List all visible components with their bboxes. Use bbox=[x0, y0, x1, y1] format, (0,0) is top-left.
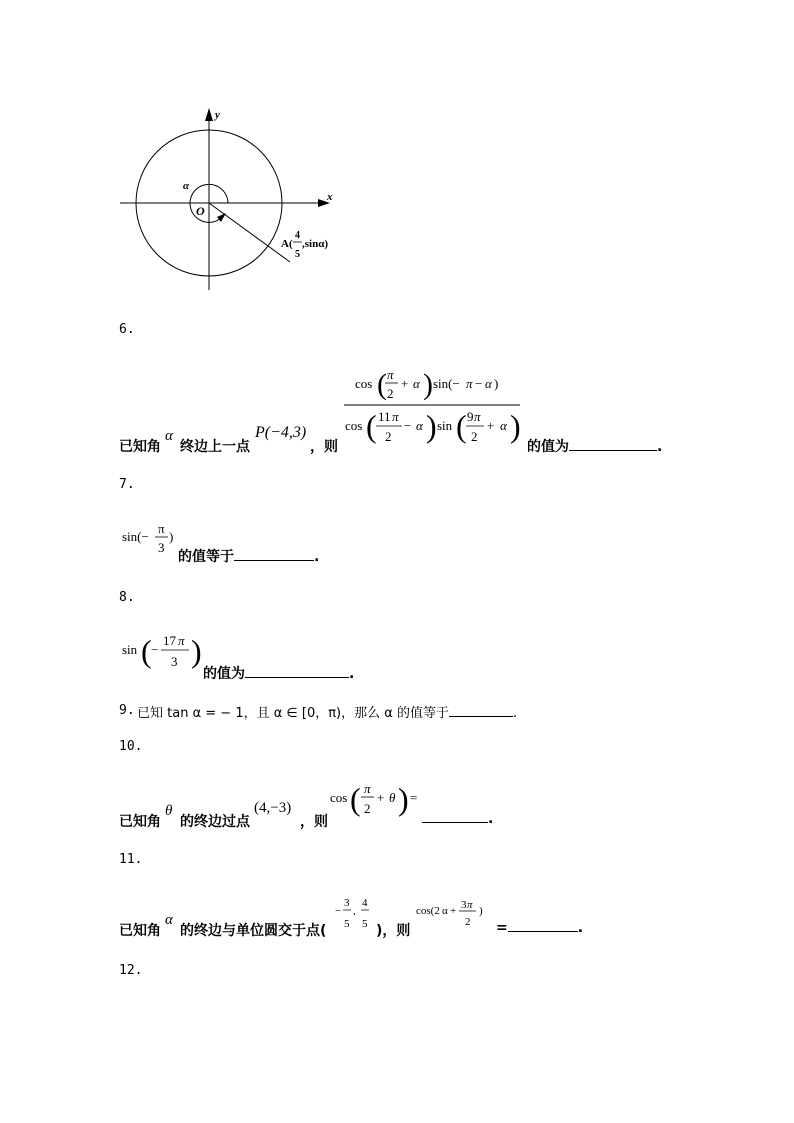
svg-text:cos(2: cos(2 bbox=[416, 905, 440, 917]
q6-mid: 终边上一点 bbox=[180, 439, 250, 455]
svg-text:−: − bbox=[404, 418, 412, 433]
svg-text:α: α bbox=[500, 418, 507, 433]
svg-text:3: 3 bbox=[344, 897, 350, 909]
svg-text:π: π bbox=[466, 376, 473, 391]
svg-text:π: π bbox=[178, 633, 185, 648]
svg-text:sin: sin bbox=[122, 642, 138, 657]
q8-expression bbox=[118, 625, 203, 675]
svg-text:=: = bbox=[410, 790, 418, 805]
q7-tail: 的值等于 . bbox=[178, 549, 320, 565]
svg-text:−: − bbox=[151, 642, 159, 657]
svg-text:−: − bbox=[335, 905, 342, 917]
svg-text:11: 11 bbox=[378, 409, 391, 424]
svg-text:): ) bbox=[169, 529, 174, 544]
svg-text:π: π bbox=[392, 409, 399, 424]
svg-text:sin(−: sin(− bbox=[122, 529, 149, 544]
q11-close: )，则 bbox=[376, 923, 411, 939]
origin-label: O bbox=[196, 204, 205, 218]
svg-text:π: π bbox=[474, 409, 481, 424]
svg-text:π: π bbox=[158, 521, 165, 536]
point-label-den: 5 bbox=[295, 249, 300, 260]
svg-text:2: 2 bbox=[385, 429, 392, 444]
point-label-num: 4 bbox=[295, 230, 300, 241]
unit-circle-figure bbox=[110, 100, 350, 300]
point-label-suffix: ,sinα) bbox=[302, 238, 329, 250]
svg-text:α: α bbox=[416, 418, 423, 433]
svg-text:): ) bbox=[479, 905, 483, 917]
svg-text:2: 2 bbox=[387, 386, 394, 401]
svg-text:4: 4 bbox=[362, 897, 368, 909]
q11-answer-blank[interactable] bbox=[508, 930, 578, 932]
axis-y-label: y bbox=[215, 109, 220, 121]
q8-tail: 的值为 . bbox=[203, 666, 355, 682]
svg-text:π: π bbox=[467, 899, 473, 911]
q11-number: 11. bbox=[119, 852, 143, 867]
svg-text:sin(−: sin(− bbox=[433, 376, 460, 391]
q10-tail: . bbox=[422, 811, 493, 827]
svg-text:2: 2 bbox=[465, 916, 471, 928]
q9-number: 9. bbox=[119, 703, 135, 718]
q9-text: 已知 tan α = − 1，且 α ∈ [0，π)，那么 α 的值等于 . bbox=[137, 706, 518, 721]
q6-point: P(−4,3) bbox=[255, 424, 307, 441]
q10-mid: 的终边过点 bbox=[180, 814, 250, 830]
svg-text:cos: cos bbox=[330, 790, 348, 805]
q6-answer-blank[interactable] bbox=[569, 449, 657, 451]
q12-number: 12. bbox=[119, 963, 143, 978]
q11-mid: 的终边与单位圆交于点( bbox=[180, 923, 327, 939]
svg-text:5: 5 bbox=[344, 918, 350, 930]
svg-text:α: α bbox=[413, 376, 420, 391]
svg-text:−: − bbox=[475, 376, 483, 391]
q10-point: (4,−3) bbox=[254, 800, 292, 816]
q6-number: 6. bbox=[119, 322, 135, 337]
svg-text:): ) bbox=[191, 633, 202, 669]
q9-answer-blank[interactable] bbox=[449, 715, 513, 717]
y-axis-arrow-icon bbox=[205, 108, 213, 121]
terminal-ray bbox=[209, 203, 290, 262]
svg-text:(: ( bbox=[366, 408, 377, 444]
arc-arrow-icon bbox=[217, 213, 226, 222]
q6-intro: 已知角 bbox=[119, 439, 161, 455]
q6-fraction bbox=[340, 365, 525, 450]
svg-text:3: 3 bbox=[171, 654, 178, 669]
svg-text:sin: sin bbox=[437, 418, 453, 433]
q7-number: 7. bbox=[119, 477, 135, 492]
svg-text:): ) bbox=[398, 781, 409, 817]
svg-text:α: α bbox=[442, 905, 448, 917]
q6-alpha: α bbox=[165, 428, 173, 444]
svg-text:3: 3 bbox=[461, 899, 467, 911]
svg-text:π: π bbox=[364, 781, 371, 796]
svg-text:cos: cos bbox=[355, 376, 373, 391]
point-label-prefix: A( bbox=[281, 238, 293, 250]
axis-x-label: x bbox=[327, 191, 333, 203]
svg-text:+: + bbox=[401, 376, 409, 391]
q7-expression bbox=[118, 520, 178, 565]
svg-text:(: ( bbox=[377, 368, 387, 401]
q6-then: ，则 bbox=[310, 439, 338, 455]
q11-alpha: α bbox=[165, 912, 173, 928]
q6-tail: 的值为 . bbox=[527, 439, 663, 455]
q7-answer-blank[interactable] bbox=[234, 559, 314, 561]
svg-text:+: + bbox=[377, 790, 385, 805]
q11-tail: = . bbox=[496, 920, 584, 936]
angle-label: α bbox=[183, 180, 190, 192]
q11-point bbox=[332, 895, 376, 935]
q10-number: 10. bbox=[119, 739, 143, 754]
q11-expression bbox=[414, 897, 500, 935]
svg-text:θ: θ bbox=[389, 790, 396, 805]
svg-text:5: 5 bbox=[362, 918, 368, 930]
svg-text:(: ( bbox=[141, 633, 152, 669]
q10-answer-blank[interactable] bbox=[422, 821, 488, 823]
q10-expression bbox=[326, 778, 421, 828]
q8-answer-blank[interactable] bbox=[245, 676, 349, 678]
svg-text:(: ( bbox=[350, 781, 361, 817]
svg-text:+: + bbox=[450, 905, 457, 917]
q10-theta: θ bbox=[165, 803, 173, 819]
svg-text:π: π bbox=[387, 367, 394, 382]
q10-then: ，则 bbox=[300, 814, 328, 830]
svg-text:(: ( bbox=[456, 408, 467, 444]
svg-text:): ) bbox=[426, 408, 437, 444]
q11-intro: 已知角 bbox=[119, 923, 161, 939]
svg-text:17: 17 bbox=[163, 633, 176, 648]
svg-text:2: 2 bbox=[364, 801, 371, 816]
svg-text:): ) bbox=[494, 376, 499, 391]
svg-text:): ) bbox=[510, 408, 521, 444]
q10-intro: 已知角 bbox=[119, 814, 161, 830]
svg-text:2: 2 bbox=[471, 429, 478, 444]
svg-text:α: α bbox=[485, 376, 492, 391]
q8-number: 8. bbox=[119, 590, 135, 605]
svg-text:cos: cos bbox=[345, 418, 363, 433]
svg-text:): ) bbox=[423, 368, 433, 401]
svg-text:9: 9 bbox=[467, 409, 474, 424]
svg-text:,: , bbox=[353, 905, 356, 917]
svg-text:+: + bbox=[487, 418, 495, 433]
svg-text:3: 3 bbox=[158, 540, 165, 555]
